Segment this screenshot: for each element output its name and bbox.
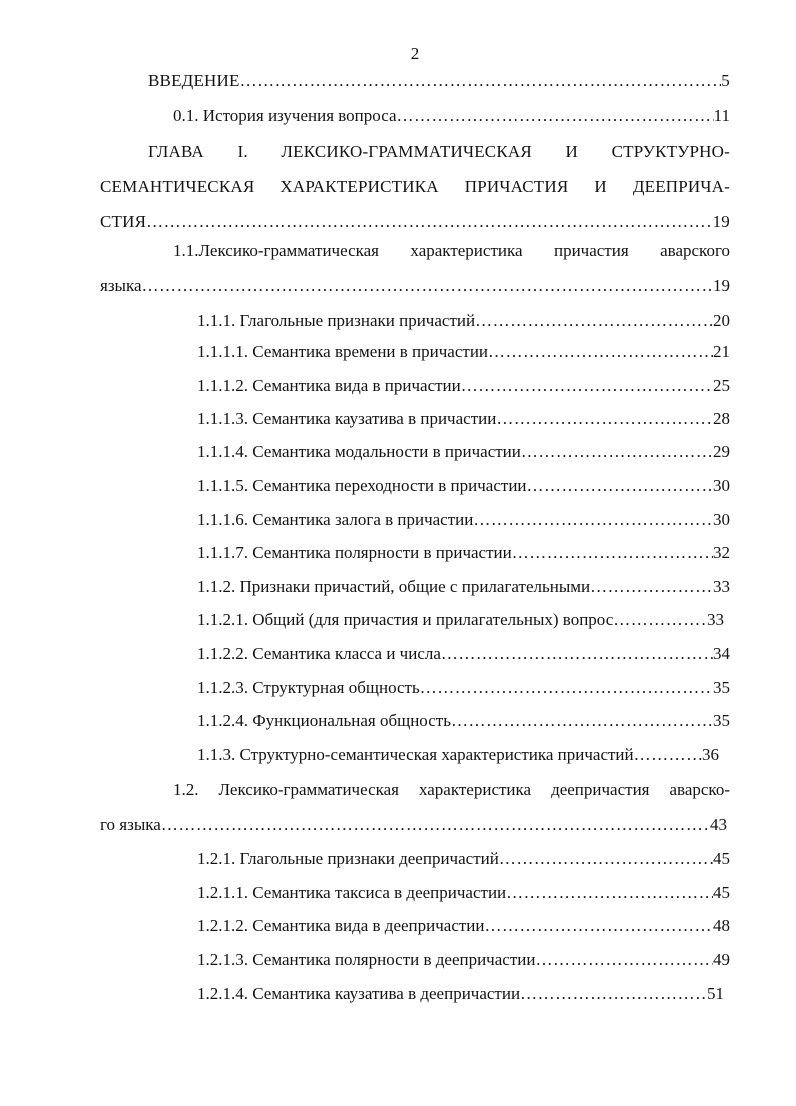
toc-entry <box>197 677 730 699</box>
toc-entry-title: 1.1.2.1. Общий (для причастия и прилагательных) вопрос <box>197 610 614 629</box>
toc-entry-page: 45 <box>713 883 730 902</box>
toc-entry-intro <box>148 70 730 92</box>
toc-entry-title: 1.1.1.1. Семантика времени в причастии <box>197 342 489 361</box>
toc-leader-dots <box>441 643 713 665</box>
toc-entry-title: 1.1.1. Глагольные признаки причастий <box>197 311 476 330</box>
toc-entry-title: 1.1.2.4. Функциональная общность <box>197 711 451 730</box>
page-number: 2 <box>410 44 420 63</box>
toc-entry-title: го языка <box>100 815 161 834</box>
toc-entry-title: 1.1.1.7. Семантика полярности в причастии <box>197 543 512 562</box>
section-1-1-line-1: 1.1.Лексико-грамматическая характеристика причастия аварского <box>173 241 730 260</box>
toc-entry <box>197 542 730 564</box>
chapter-title-line-3 <box>100 211 730 233</box>
toc-entry-title: 1.1.2.3. Структурная общность <box>197 678 420 697</box>
toc-entry-page: 36 <box>702 745 719 764</box>
toc-entry-page: 11 <box>713 106 730 125</box>
toc-entry-page: 30 <box>713 510 730 529</box>
toc-entry-page: 32 <box>713 543 730 562</box>
toc-entry-title: 1.1.1.4. Семантика модальности в причастии <box>197 442 521 461</box>
toc-entry-page: 19 <box>713 276 730 295</box>
toc-entry-title: 1.1.1.2. Семантика вида в причастии <box>197 376 461 395</box>
toc-leader-dots <box>461 375 713 397</box>
toc-entry-page: 33 <box>707 610 724 629</box>
toc-entry-title: 1.1.2.2. Семантика класса и числа <box>197 644 441 663</box>
toc-leader-dots <box>590 576 713 598</box>
toc-entry-page: 45 <box>713 849 730 868</box>
toc-entry-title: 1.2.1.1. Семантика таксиса в деепричастии <box>197 883 507 902</box>
toc-leader-dots <box>473 509 713 531</box>
toc-entry-page: 28 <box>713 409 730 428</box>
toc-leader-dots <box>397 105 714 127</box>
toc-entry-title: 1.2.1.4. Семантика каузатива в деепричастии <box>197 984 521 1003</box>
section-1-2-line-1: 1.2. Лексико-грамматическая характеристика деепричастия аварско- <box>173 780 730 799</box>
toc-leader-dots <box>451 710 713 732</box>
toc-entry-title: 1.2.1. Глагольные признаки деепричастий <box>197 849 499 868</box>
toc-entry-page: 29 <box>713 442 730 461</box>
toc-entry <box>197 949 730 971</box>
toc-entry-title: 0.1. История изучения вопроса <box>173 106 397 125</box>
toc-entry-page: 33 <box>713 577 730 596</box>
toc-leader-dots <box>535 949 713 971</box>
toc-entry-page: 48 <box>713 916 730 935</box>
toc-entry <box>197 848 730 870</box>
toc-entry-title: 1.1.1.3. Семантика каузатива в причастии <box>197 409 497 428</box>
toc-entry-title: 1.1.2. Признаки причастий, общие с прилагательными <box>197 577 591 596</box>
toc-entry <box>197 882 730 904</box>
toc-entry-page: 35 <box>713 678 730 697</box>
toc-leader-dots <box>506 882 713 904</box>
toc-entry-title: СТИЯ <box>100 212 147 231</box>
toc-entry-title: 1.1.1.5. Семантика переходности в причастии <box>197 476 527 495</box>
toc-leader-dots <box>485 915 714 937</box>
chapter-title-line-1: ГЛАВА I. ЛЕКСИКО-ГРАММАТИЧЕСКАЯ И СТРУКТУРНО- <box>148 142 730 161</box>
toc-leader-dots <box>488 341 713 363</box>
toc-entry <box>197 441 730 463</box>
toc-entry <box>197 509 730 531</box>
toc-entry-title: 1.1.3. Структурно-семантическая характеристика причастий <box>197 745 634 764</box>
toc-entry <box>197 475 730 497</box>
toc-entry <box>197 375 730 397</box>
toc-entry-title: языка <box>100 276 142 295</box>
toc-leader-dots <box>146 211 712 233</box>
toc-entry-title: ВВЕДЕНИЕ <box>148 71 240 90</box>
toc-leader-dots <box>142 275 713 297</box>
toc-entry-page: 51 <box>707 984 724 1003</box>
toc-entry-page: 35 <box>713 711 730 730</box>
toc-entry <box>197 744 719 766</box>
toc-leader-dots <box>527 475 713 497</box>
toc-entry-page: 30 <box>713 476 730 495</box>
toc-leader-dots <box>499 848 713 870</box>
toc-entry <box>197 341 730 363</box>
toc-leader-dots <box>161 814 710 836</box>
toc-leader-dots <box>520 983 707 1005</box>
toc-entry-title: 1.1.1.6. Семантика залога в причастии <box>197 510 474 529</box>
toc-entry <box>197 408 730 430</box>
toc-entry <box>197 983 724 1005</box>
toc-leader-dots <box>613 609 707 631</box>
toc-leader-dots <box>420 677 713 699</box>
toc-entry-page: 21 <box>713 342 730 361</box>
section-1-2-line-2 <box>100 814 727 836</box>
toc-entry <box>197 710 730 732</box>
toc-entry <box>197 643 730 665</box>
section-1-1-line-2 <box>100 275 730 297</box>
toc-entry <box>197 915 730 937</box>
toc-entry-history <box>173 105 730 127</box>
chapter-title-line-2: СЕМАНТИЧЕСКАЯ ХАРАКТЕРИСТИКА ПРИЧАСТИЯ И ДЕЕПРИЧА- <box>100 177 730 196</box>
toc-entry <box>197 576 730 598</box>
toc-leader-dots <box>240 70 722 92</box>
toc-entry <box>197 609 724 631</box>
toc-leader-dots <box>512 542 713 564</box>
toc-entry-title: 1.2.1.2. Семантика вида в деепричастии <box>197 916 485 935</box>
toc-entry-page: 34 <box>713 644 730 663</box>
toc-leader-dots <box>496 408 713 430</box>
toc-entry-page: 25 <box>713 376 730 395</box>
toc-entry-page: 49 <box>713 950 730 969</box>
toc-leader-dots <box>634 744 702 766</box>
toc-entry <box>197 310 730 332</box>
toc-leader-dots <box>521 441 713 463</box>
toc-entry-page: 5 <box>721 71 730 90</box>
toc-entry-page: 20 <box>713 311 730 330</box>
toc-leader-dots <box>475 310 713 332</box>
toc-entry-page: 19 <box>712 212 730 231</box>
toc-entry-page: 43 <box>710 815 727 834</box>
toc-entry-title: 1.2.1.3. Семантика полярности в деепричастии <box>197 950 536 969</box>
